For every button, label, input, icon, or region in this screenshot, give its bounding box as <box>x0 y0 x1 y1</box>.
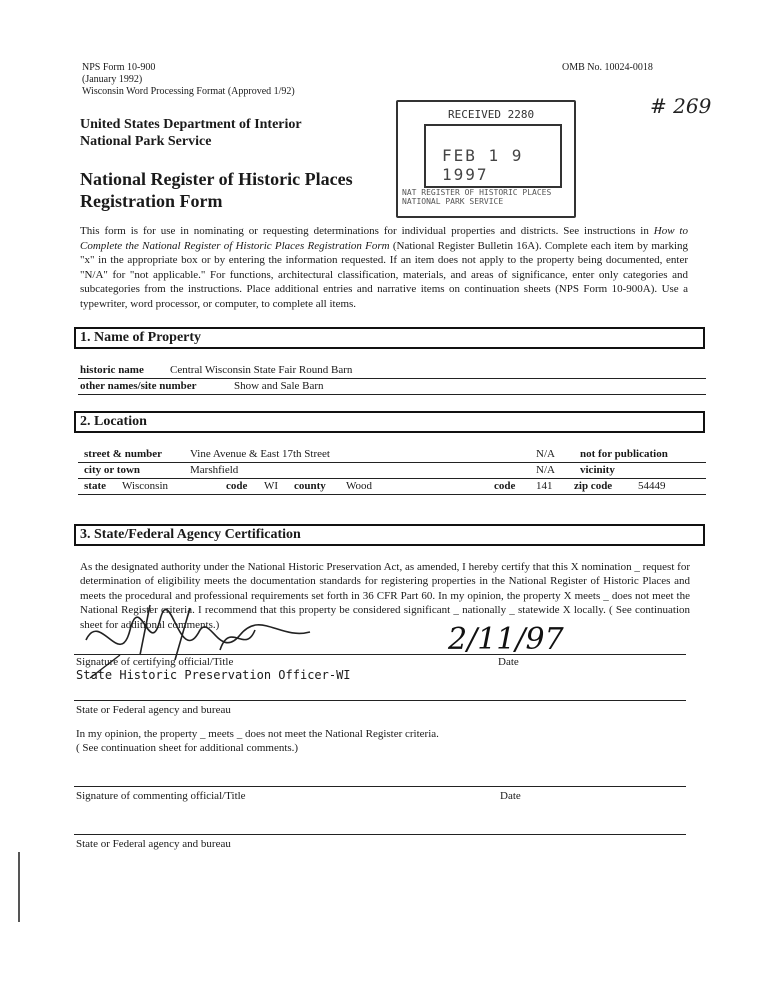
zip-value[interactable]: 54449 <box>638 480 666 492</box>
historic-name-value[interactable]: Central Wisconsin State Fair Round Barn <box>170 364 353 376</box>
not-for-publication-value[interactable]: N/A <box>536 448 555 460</box>
signature-label: Signature of certifying official/Title <box>76 656 234 668</box>
city-row <box>78 463 706 479</box>
agency-line-1: United States Department of Interior <box>80 117 302 132</box>
scan-margin-mark <box>18 852 20 922</box>
bureau-label-2: State or Federal agency and bureau <box>76 838 231 850</box>
opinion-line-2: ( See continuation sheet for additional comments.) <box>76 742 299 754</box>
handwritten-number: # 269 <box>650 94 712 118</box>
commenting-signature-label: Signature of commenting official/Title <box>76 790 246 802</box>
stamp-bottom-text: NAT REGISTER OF HISTORIC PLACES NATIONAL PARK SERVICE <box>402 188 552 206</box>
form-format: Wisconsin Word Processing Format (Approved 1/92) <box>82 86 295 97</box>
agency-line-2: National Park Service <box>80 134 212 149</box>
bureau-label: State or Federal agency and bureau <box>76 704 231 716</box>
date-label: Date <box>498 656 519 668</box>
county-code-label: code <box>494 480 516 492</box>
intro-italic-title: How to Complete the National Register of Historic Places Registration Form <box>80 225 688 252</box>
handwritten-date: 2/11/97 <box>448 622 564 657</box>
section-2-heading: 2. Location <box>74 411 705 433</box>
form-number: NPS Form 10-900 <box>82 62 156 73</box>
opinion-line-1: In my opinion, the property _ meets _ does not meet the National Register criteria. <box>76 728 439 740</box>
other-names-label: other names/site number <box>80 380 197 392</box>
intro-text-1: This form is for use in nominating or requesting determinations for individual properties and districts. See instructions in <box>80 225 654 237</box>
commenting-date-label: Date <box>500 790 521 802</box>
state-code-value[interactable]: WI <box>264 480 279 492</box>
instructions-paragraph <box>80 224 688 312</box>
state-code-label: code <box>226 480 248 492</box>
other-names-value[interactable]: Show and Sale Barn <box>234 380 324 392</box>
city-value[interactable]: Marshfield <box>190 464 239 476</box>
intro-text-2: (National Register Bulletin 16A). Complete each item by marking "x" in the appropriate box or by entering the information requested. If an item does not apply to the property being documented, enter "N/A" for "not applicable." For functions, architectural classification, materials, and areas of significance, enter only categories and subcategories from the instructions. Place additional entries and narrative items on continuation sheets (NPS Form 10-900A). Use a typewriter, word processor, or computer, to complete all items. <box>80 239 689 310</box>
other-names-row <box>78 379 706 395</box>
vicinity-label: vicinity <box>580 464 615 476</box>
title-line-1: National Register of Historic Places <box>80 169 353 189</box>
historic-name-label: historic name <box>80 364 144 376</box>
agency-name <box>80 116 302 150</box>
not-for-publication-label: not for publication <box>580 448 668 460</box>
section-1-heading: 1. Name of Property <box>74 327 705 349</box>
omb-number: OMB No. 10024-0018 <box>562 62 653 73</box>
state-label: state <box>84 480 106 492</box>
vicinity-value[interactable]: N/A <box>536 464 555 476</box>
county-label: county <box>294 480 326 492</box>
street-label: street & number <box>84 448 162 460</box>
state-row <box>78 479 706 495</box>
bureau-line <box>74 700 686 701</box>
county-code-value[interactable]: 141 <box>536 480 553 492</box>
form-date: (January 1992) <box>82 74 143 85</box>
received-stamp <box>396 100 576 218</box>
county-value[interactable]: Wood <box>346 480 373 492</box>
street-value[interactable]: Vine Avenue & East 17th Street <box>190 448 330 460</box>
title-line-2: Registration Form <box>80 191 223 211</box>
zip-label: zip code <box>574 480 613 492</box>
signature-line <box>74 654 686 655</box>
stamp-received: RECEIVED 2280 <box>448 108 535 121</box>
certification-paragraph: As the designated authority under the National Historic Preservation Act, as amended, I hereby certify that this X nomination _ request for determination of eligibility meets the documentation standards for registering properties in the National Register of Historic Places and meets the procedural and professional requirements set forth in 36 CFR Part 60. In my opinion, the property X meets _ does not meet the National Register criteria. I recommend that this property be considered significant _ nationally _ statewide X locally. ( See continuation sheet for additional comments.) <box>80 561 690 631</box>
street-row <box>78 447 706 463</box>
commenting-signature-line <box>74 786 686 787</box>
bureau-line-2 <box>74 834 686 835</box>
historic-name-row <box>78 363 706 379</box>
typed-official-title[interactable]: State Historic Preservation Officer-WI <box>76 668 351 682</box>
form-title <box>80 168 353 212</box>
city-label: city or town <box>84 464 141 476</box>
section-3-heading: 3. State/Federal Agency Certification <box>74 524 705 546</box>
stamp-date: FEB 1 9 1997 <box>442 146 524 184</box>
state-value[interactable]: Wisconsin <box>122 480 168 492</box>
form-identifier <box>82 62 295 98</box>
